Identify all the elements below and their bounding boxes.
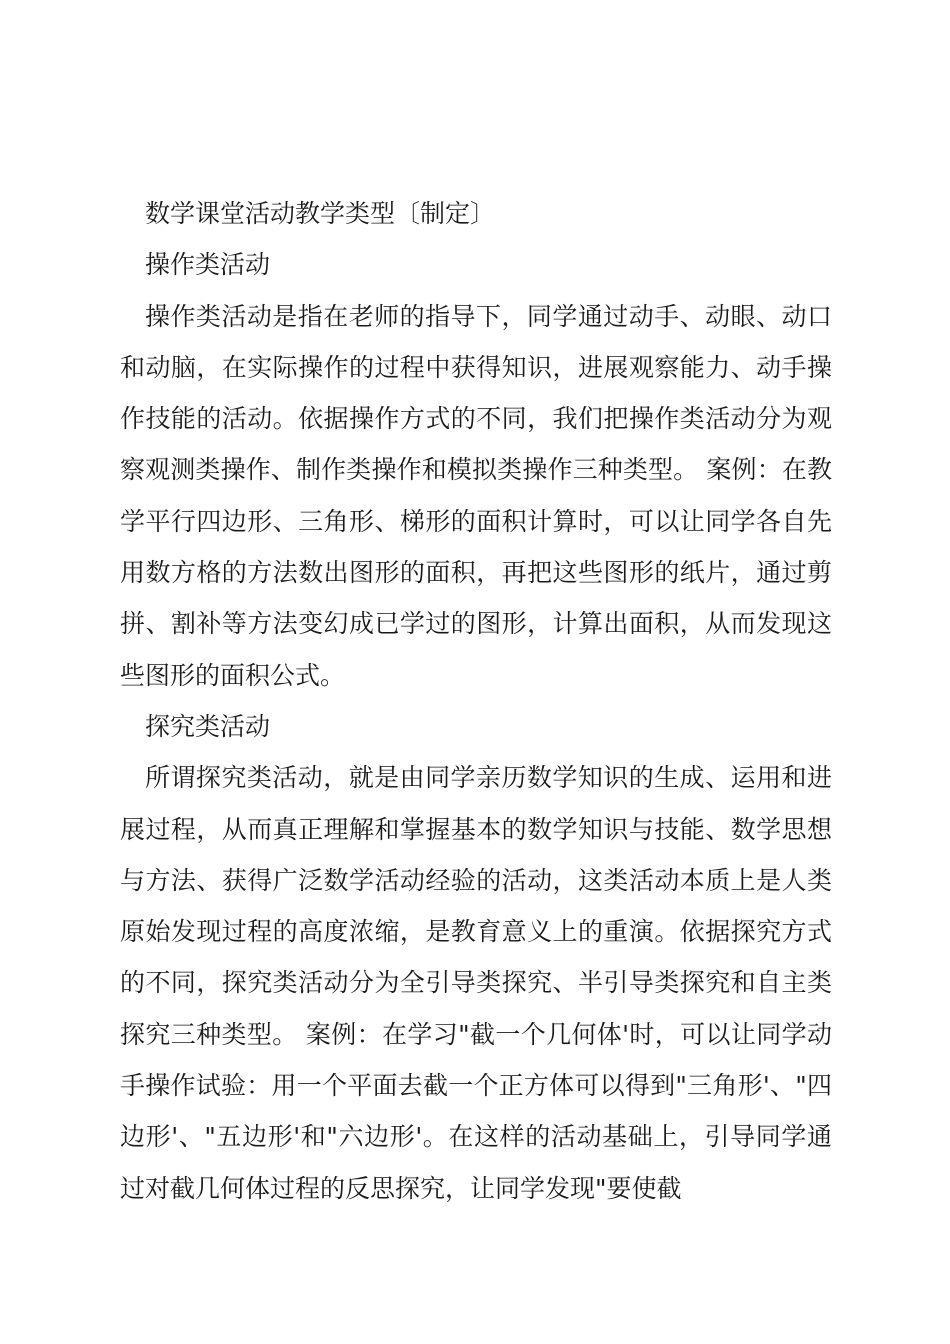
section-body-operation: 操作类活动是指在老师的指导下，同学通过动手、动眼、动口和动脑，在实际操作的过程中获得知识，进展观察能力、动手操作技能的活动。依据操作方式的不同，我们把操作类活动分为观察观测类操作、制作类操作和模拟类操作三种类型。 案例：在教学平行四边形、三角形、梯形的面积计算时，可以让同学各自先用数方格的方法数出图形的面积，再把这些图形的纸片，通过剪拼、割补等方法变幻成已学过的图形，计算出面积，从而发现这些图形的面积公式。: [120, 301, 832, 690]
section-heading-operation: 操作类活动: [145, 250, 271, 280]
section-body-inquiry: 所谓探究类活动，就是由同学亲历数学知识的生成、运用和进展过程，从而真正理解和掌握基本的数学知识与技能、数学思想与方法、获得广泛数学活动经验的活动，这类活动本质上是人类原始发现过程的高度浓缩，是教育意义上的重演。依据探究方式的不同，探究类活动分为全引导类探究、半引导类探究和自主类探究三种类型。 案例：在学习"截一个几何体'时，可以让同学动手操作试验：用一个平面去截一个正方体可以得到"三角形'、"四边形'、"五边形'和"六边形'。在这样的活动基础上，引导同学通过对截几何体过程的反思探究，让同学发现"要使截: [120, 763, 832, 1203]
document-title: 数学课堂活动教学类型〔制定〕: [145, 199, 496, 228]
section-heading-inquiry: 探究类活动: [145, 711, 271, 741]
document-body: [120, 188, 832, 1214]
